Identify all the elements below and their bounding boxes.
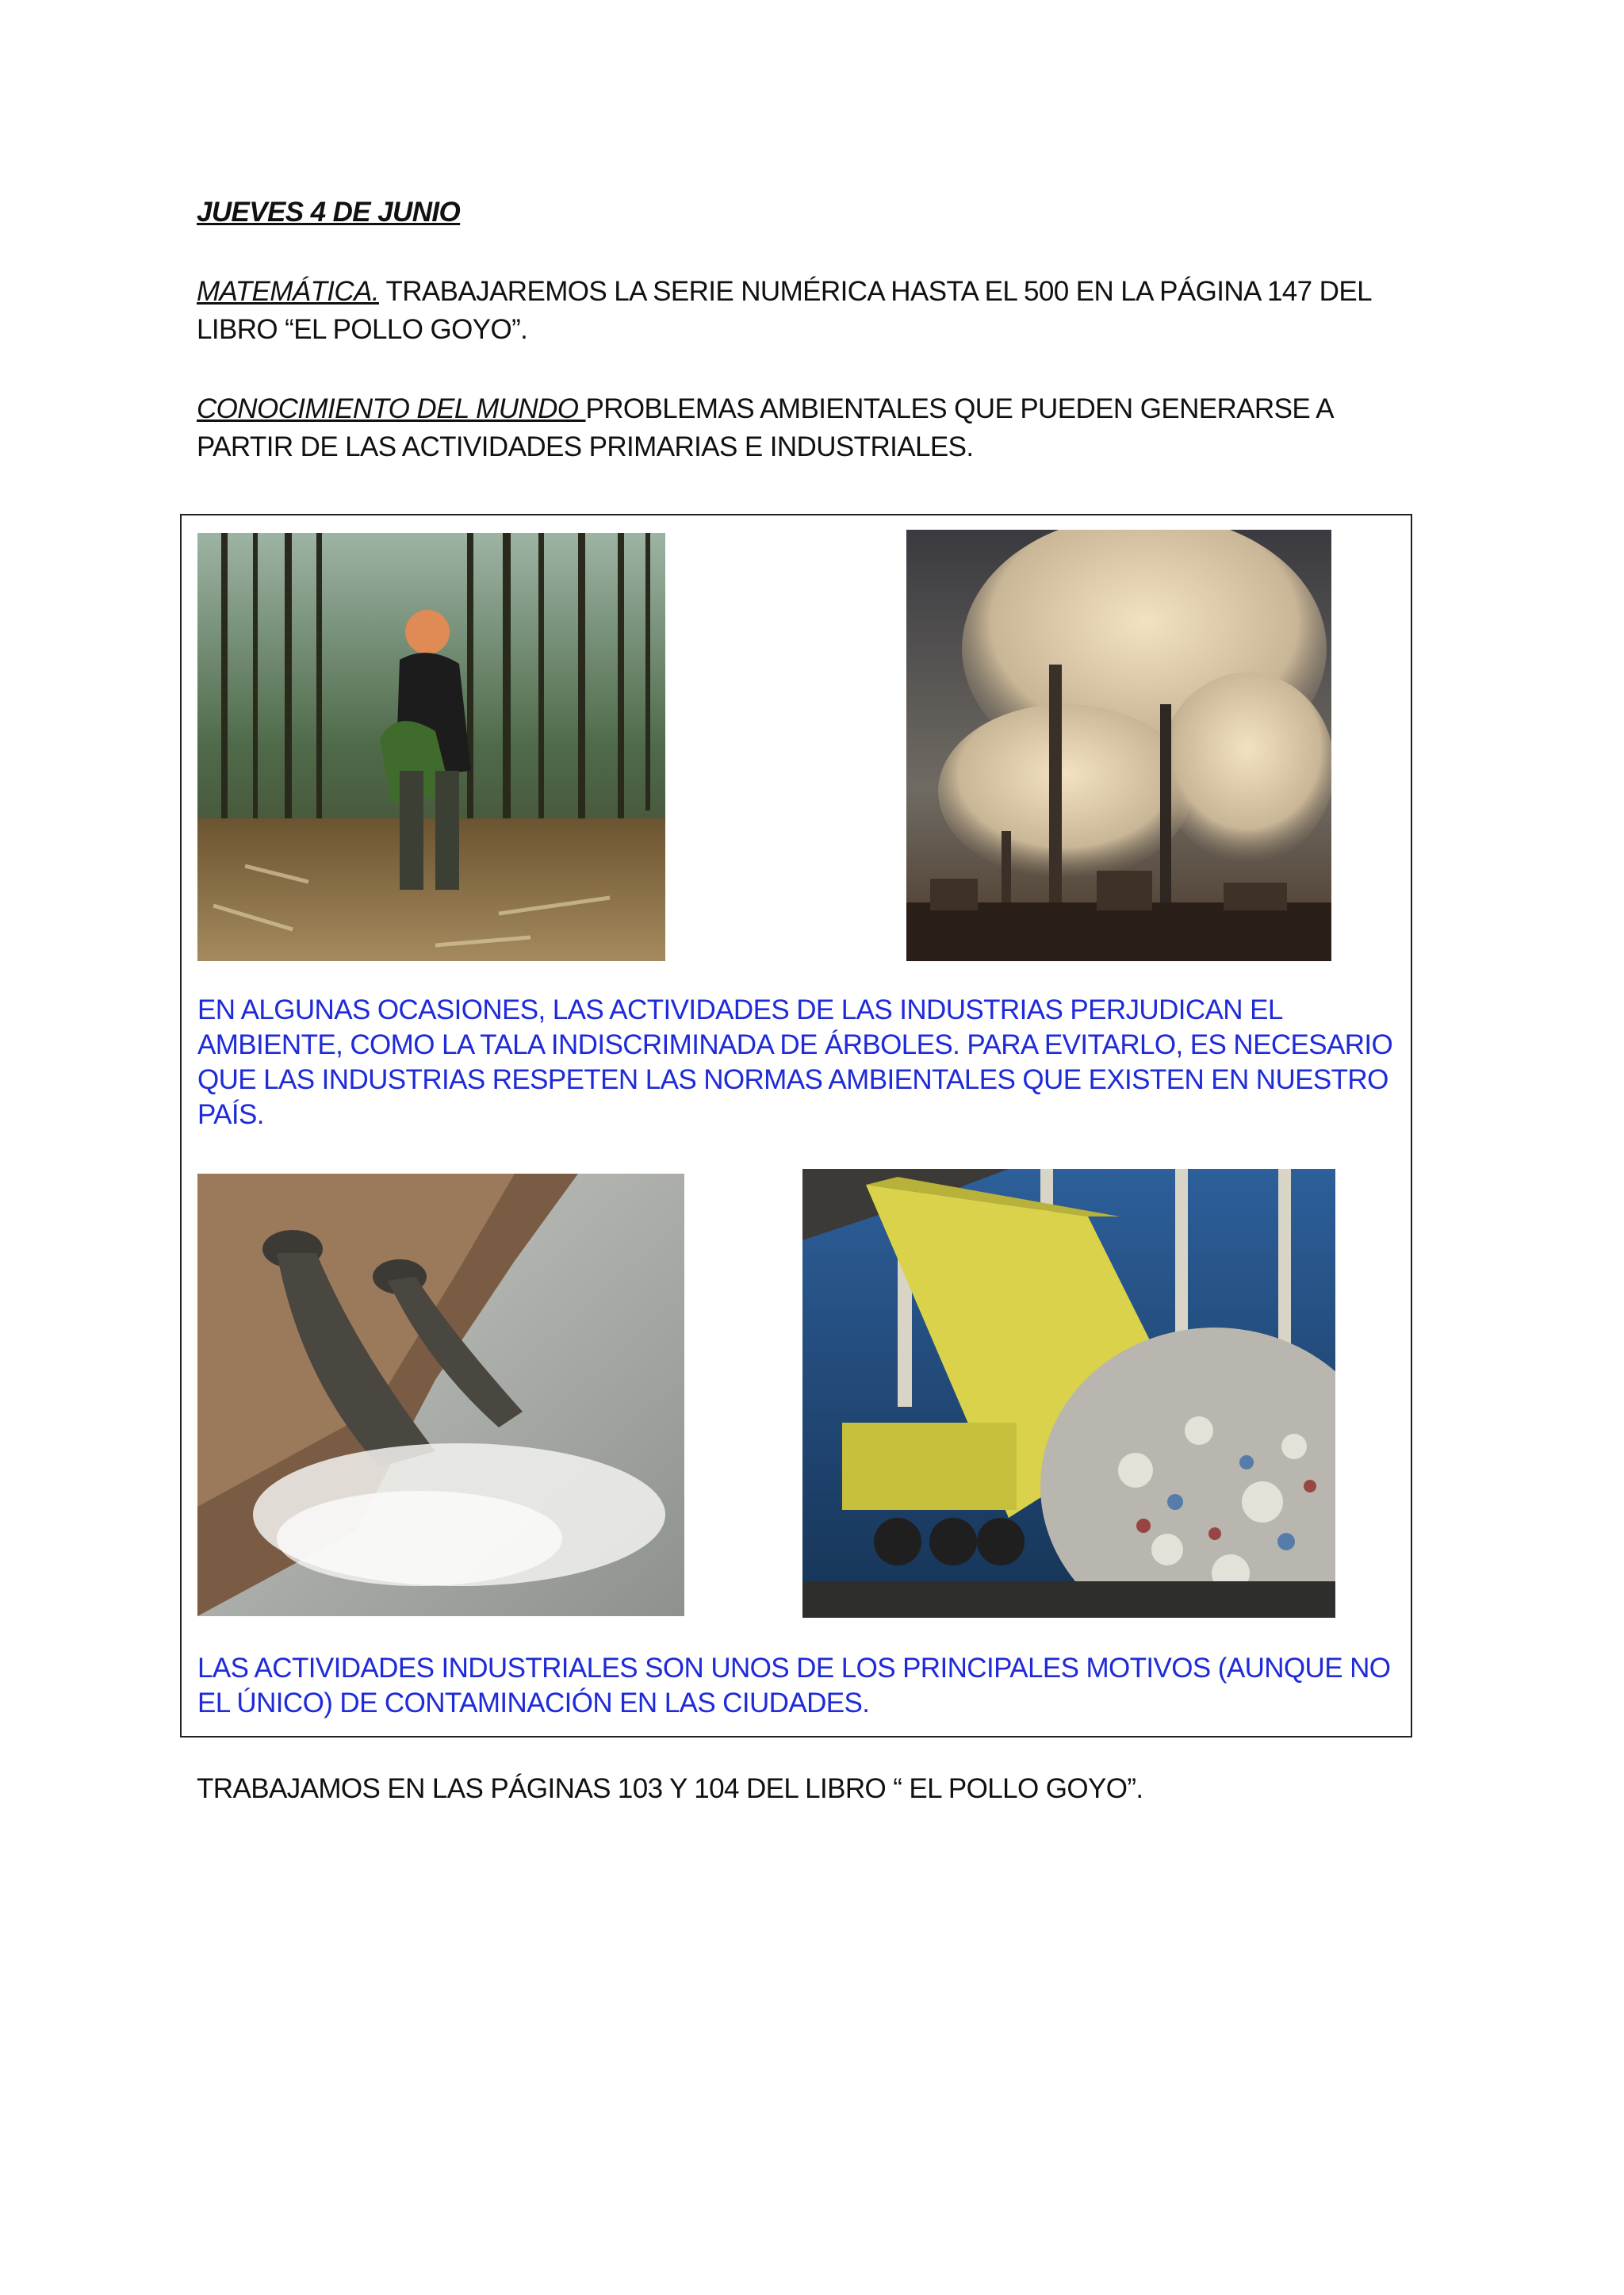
caption-industrial-pollution: LAS ACTIVIDADES INDUSTRIALES SON UNOS DE LOS PRINCIPALES MOTIVOS (AUNQUE NO EL ÚNICO) DE CONTAMINACIÓN EN LAS CIUDADES.: [197, 1653, 1391, 1718]
conocimiento-text: PROBLEMAS AMBIENTALES QUE PUEDEN GENERARSE A PARTIR DE LAS ACTIVIDADES PRIMARIAS E INDUSTRIALES.: [197, 393, 1333, 462]
matematica-text: TRABAJAREMOS LA SERIE NUMÉRICA HASTA EL 500 EN LA PÁGINA 147 DEL LIBRO “EL POLLO GOYO”.: [197, 276, 1371, 345]
date-heading: JUEVES 4 DE JUNIO: [197, 197, 461, 228]
matematica-paragraph: [197, 273, 1434, 349]
matematica-label: MATEMÁTICA.: [197, 276, 379, 307]
factory-smoke-photo: [906, 530, 1331, 961]
garbage-truck-photo: [802, 1169, 1335, 1618]
deforestation-photo: [197, 533, 665, 961]
water-pollution-photo: [197, 1174, 684, 1616]
conocimiento-paragraph: [197, 390, 1434, 466]
caption-deforestation: EN ALGUNAS OCASIONES, LAS ACTIVIDADES DE LAS INDUSTRIAS PERJUDICAN EL AMBIENTE, COMO LA TALA INDISCRIMINADA DE ÁRBOLES. PARA EVITARLO, ES NECESARIO QUE LAS INDUSTRIAS RESPETEN LAS NORMAS AMBIENTALES QUE EXISTEN EN NUESTRO PAÍS.: [197, 994, 1393, 1130]
final-note: TRABAJAMOS EN LAS PÁGINAS 103 Y 104 DEL LIBRO “ EL POLLO GOYO”.: [197, 1773, 1143, 1804]
conocimiento-label: CONOCIMIENTO DEL MUNDO: [197, 393, 586, 424]
content-box: [180, 514, 1412, 1738]
